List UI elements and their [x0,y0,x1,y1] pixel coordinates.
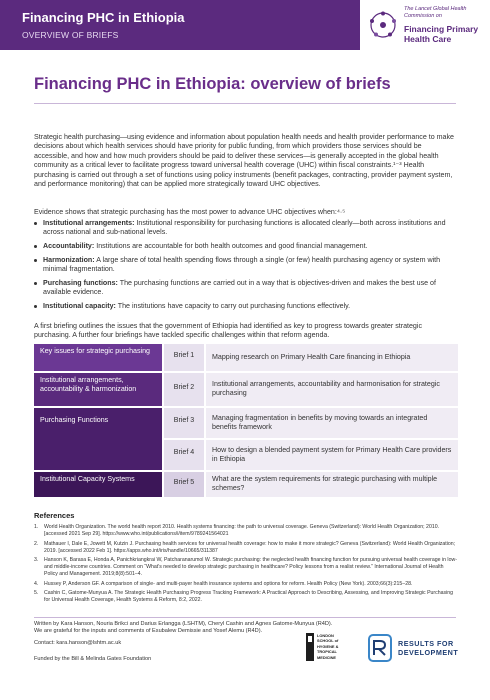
brief-title: What are the system requirements for strategic purchasing with multiple schemes? [206,472,458,497]
bullet-dot-icon [34,282,37,285]
footer-divider [34,617,456,618]
reference-text: Cashin C, Gatome-Munyua A. The Strategic Health Purchasing Progress Tracking Framework: A Practical Approach to Describing, Assessing, and Improving Strategic Purchasing for Universal Health Coverage, Health Systems & Reform, 8:2, 2022. [44,590,454,604]
brief-number: Brief 1 [164,344,204,371]
briefs-table [34,344,458,497]
bullet-term: Harmonization: [43,255,95,264]
brief-number: Brief 2 [164,373,204,406]
bullet-dot-icon [34,245,37,248]
bullet-text: Institutions are accountable for both health outcomes and good financial management. [94,242,368,250]
r4d-logo-text: RESULTS FOR DEVELOPMENT [398,639,459,657]
brief-number: Brief 5 [164,472,204,497]
bullet-item [34,302,458,311]
brief-title: Institutional arrangements, accountability and harmonisation for strategic purchasing [206,373,458,406]
lshtm-logo [306,633,342,667]
brief-title: Managing fragmentation in benefits by moving towards an integrated benefits framework [206,408,458,438]
bullet-text: A large share of total health spending flows through a single (or few) health purchasing agency or system with minimal fragmentation. [43,255,441,273]
header-title: Financing PHC in Ethiopia [22,10,185,25]
footer-authors: Written by Kara Hanson, Nouria Brikci and Darius Erlangga (LSHTM), Cheryl Cashin and Agnes Gatome-Munyua (R4D). [34,621,333,627]
reference-item [34,541,458,555]
category-institutional-arrangements: Institutional arrangements, accountability & harmonization [34,373,162,406]
footer-credits [34,621,334,636]
bullet-dot-icon [34,259,37,262]
references-list [34,524,458,607]
brief-title: Mapping research on Primary Health Care financing in Ethiopia [206,344,458,371]
reference-text: Hanson K, Barasa E, Honda A, Panichkriangkrai W, Patcharanarumol W. Strategic purchasing: the neglected health financing function for pursuing universal health coverage in low-and middle-income countries. Comment on “What’s needed to develop strategic purchasing in healthcare? Policy lessons from a realist review.” International Journal of Health Policy and Management. 2019;8(8):501–4. [44,557,457,578]
commission-logo-small-text: The Lancet Global Health Commission on [404,6,467,19]
reference-text: World Health Organization. The world health report 2010. Health systems financing: the path to universal coverage. Geneva (Switzerland): World Health Organization; 2010. [accessed 2021 Sep 29]. https://www.who.int/publications/i/item/9789241564021 [44,524,440,537]
reference-number: 3. [34,557,39,564]
header-subtitle: OVERVIEW OF BRIEFS [22,30,119,40]
reference-number: 4. [34,580,39,587]
reference-number: 1. [34,524,39,530]
category-purchasing-functions: Purchasing Functions [34,408,162,470]
bullet-term: Institutional arrangements: [43,219,135,227]
reference-item [34,581,458,588]
title-divider [34,103,456,104]
evidence-bullet-list [34,219,458,315]
bullet-dot-icon [34,305,37,308]
bullet-dot-icon [34,222,37,225]
page-title: Financing PHC in Ethiopia: overview of briefs [34,75,391,93]
evidence-intro: Evidence shows that strategic purchasing has the most power to advance UHC objectives when:⁴·⁵ [34,208,346,216]
bullet-text: The institutions have capacity to carry out purchasing functions effectively. [115,301,351,310]
reference-text: Mathauer I, Dale E, Jowett M, Kutzin J. Purchasing health services for universal health coverage: how to make it more strategic? Geneva (Switzerland): World Health Organization; 2019. [accessed 2022 Feb 1]. https://apps.who.int/iris/handle/10665/311387 [44,540,456,554]
lshtm-logo-text: LONDON SCHOOL of HYGIENE & TROPICAL MEDICINE [317,633,339,660]
bullet-term: Accountability: [43,242,95,250]
footer-contact: Contact: kara.hanson@lshtm.ac.uk [34,640,122,646]
bullet-term: Institutional capacity: [43,301,116,310]
references-heading: References [34,511,75,520]
intro-paragraph: Strategic health purchasing—using evidence and information about population health needs and health provider performance to make decisions about which health services should have priority for public funding, from which providers those services should be accessible, and how and how much providers should be paid to deliver these services—is generally accepted in the global health community as a critical lever to facilitate progress toward universal health coverage (UHC) within fiscal constraints.¹⁻³ Health purchasing is carried out through a set of functions using policy instruments (benefit packages, contracting, provider payment system, and performance monitoring) that can be applied more strategically toward UHC objectives. [34,133,454,189]
reference-item [34,557,458,578]
bullet-item [34,279,458,298]
category-institutional-capacity: Institutional Capacity Systems [34,472,162,497]
reference-number: 5. [34,590,39,597]
bullet-item [34,256,458,275]
briefing-intro: A first briefing outlines the issues that the government of Ethiopia had identified as key to progress towards greater strategic purchasing. A further four briefings have tackled specific challenges within that reform agenda. [34,322,423,340]
bullet-text: Institutional responsibility for purchasing functions is allocated clearly—both across institutions and across national and sub-national levels. [43,219,446,237]
bullet-item [34,219,458,238]
lshtm-crest-icon [306,633,314,661]
footer-thanks: We are grateful for the inputs and comments of Esubalew Demissie and Yosef Alemu (R4D). [34,628,263,635]
people-circle-logo-icon [368,10,398,40]
reference-item [34,590,458,604]
r4d-logo [368,633,468,667]
brief-number: Brief 4 [164,440,204,470]
bullet-term: Purchasing functions: [43,278,118,287]
bullet-text: The purchasing functions are carried out in a way that is objectives-driven and makes the best use of available evidence. [43,278,436,296]
r4d-mark-icon [368,633,394,663]
category-key-issues: Key issues for strategic purchasing [34,344,162,371]
reference-number: 2. [34,540,39,547]
commission-logo-big-text: Financing Primary Health Care [404,24,479,44]
reference-item [34,524,458,538]
bullet-item [34,242,458,251]
brief-number: Brief 3 [164,408,204,438]
footer-funding: Funded by the Bill & Melinda Gates Foundation [34,656,152,662]
reference-text: Hussey P, Anderson GF. A comparison of single- and multi-payer health insurance systems and options for reform. Health Policy (New York). 2003;66(3):215–28. [44,580,413,587]
brief-title: How to design a blended payment system for Primary Health Care providers in Ethiopia [206,440,458,470]
